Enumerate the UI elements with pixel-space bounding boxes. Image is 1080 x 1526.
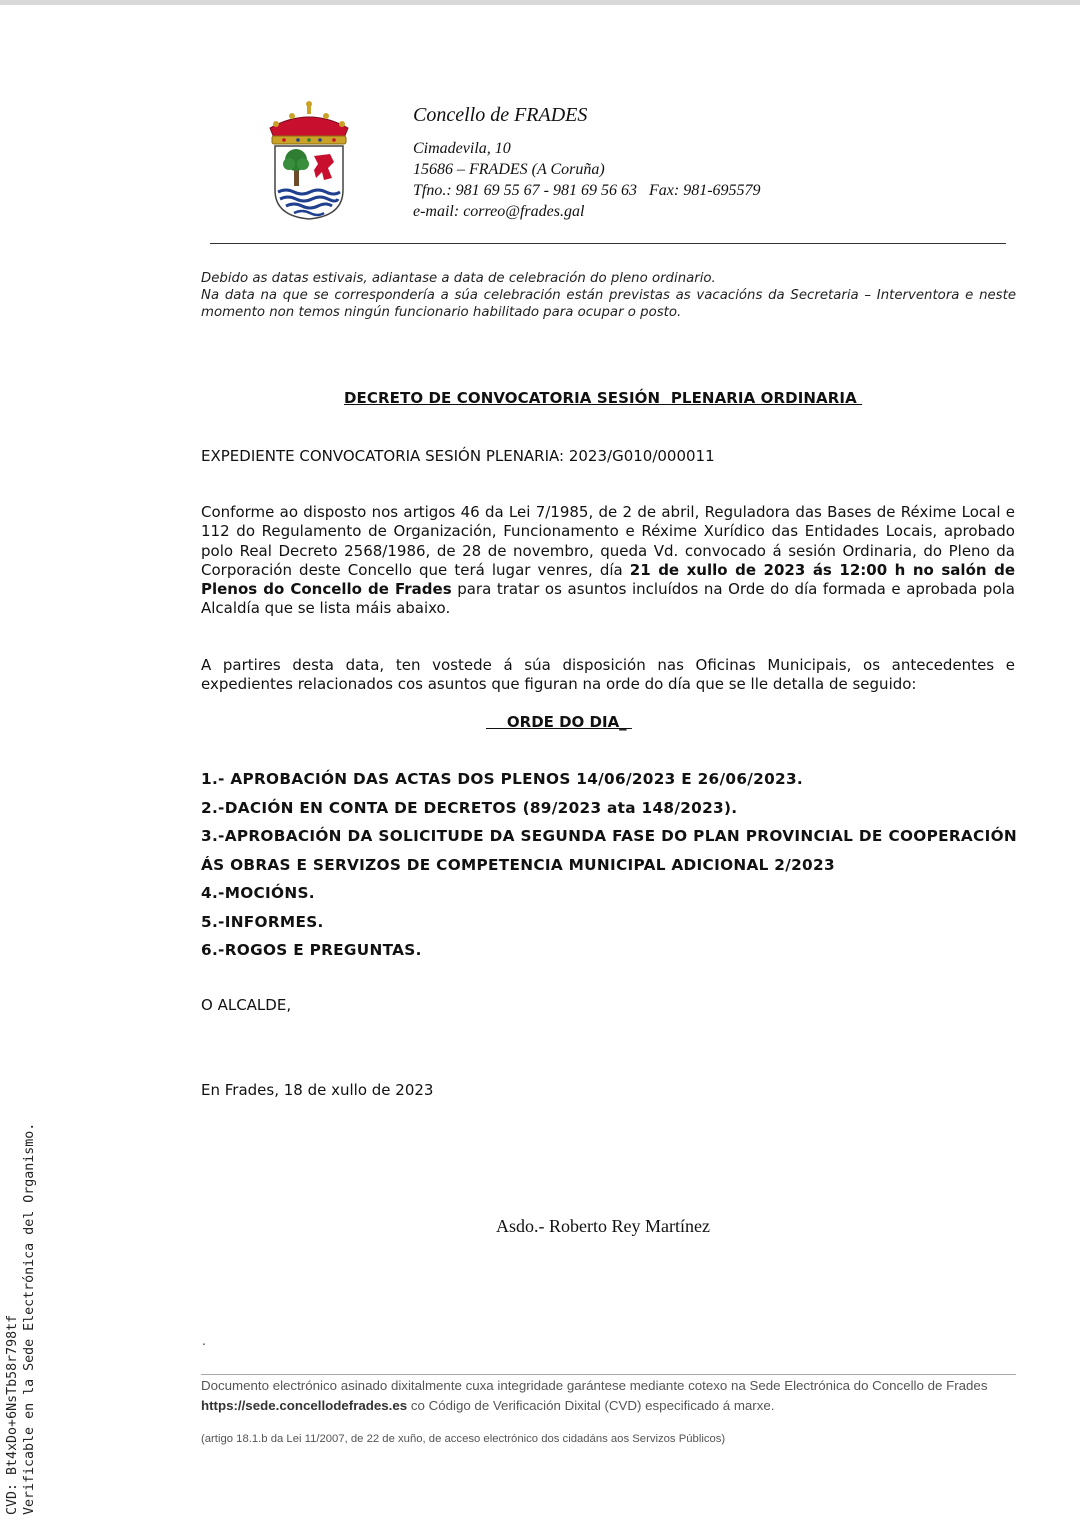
alcalde-label: O ALCALDE, [201,996,292,1014]
footer-legal-reference: (artigo 18.1.b da Lei 11/2007, de 22 de xuño, de acceso electrónico dos cidadáns aos Servizos Públicos) [201,1433,726,1445]
agenda-item-4: 4.-MOCIÓNS. [201,884,315,902]
agenda-item-5: 5.-INFORMES. [201,913,324,931]
phone-fax: Tfno.: 981 69 55 67 - 981 69 56 63 Fax: 981-695579 [413,182,761,199]
footer-text-1: Documento electrónico asinado dixitalmente cuxa integridade garántese mediante cotexo na Sede Electrónica do Concello de Frades [201,1378,988,1393]
footer-verification-text [201,1376,1001,1415]
place-date: En Frades, 18 de xullo de 2023 [201,1081,434,1099]
availability-paragraph: A partires desta data, ten vostede á súa disposición nas Oficinas Municipais, os antecedentes e expedientes relacionados cos asuntos que figuran na orde do día que se lle detalla de seguido: [201,656,1015,694]
footer-url: https://sede.concellodefrades.es [201,1397,408,1413]
agenda-item-3: 3.-APROBACIÓN DA SOLICITUDE DA SEGUNDA FASE DO PLAN PROVINCIAL DE COOPERACIÓN ÁS OBRAS E SERVIZOS DE COMPETENCIA MUNICIPAL ADICIONAL 2/2023 [201,827,1017,874]
cvd-code: CVD: Bt4xDo+6NsTb58r798tf [5,1314,20,1515]
expediente-number: EXPEDIENTE CONVOCATORIA SESIÓN PLENARIA: 2023/G010/000011 [201,447,715,465]
convocation-paragraph [201,503,1015,619]
agenda-title: ORDE DO DIA_ [486,713,632,731]
convocation-date-place: 21 de xullo de 2023 ás 12:00 h no salón de Plenos do Concello de Frades [201,560,1015,599]
agenda-item-1: 1.- APROBACIÓN DAS ACTAS DOS PLENOS 14/06/2023 E 26/06/2023. [201,770,804,788]
agenda-item-2: 2.-DACIÓN EN CONTA DE DECRETOS (89/2023 ata 148/2023). [201,799,738,817]
cvd-margin-stamp [4,1085,44,1515]
footer-text-2: co Código de Verificación Dixital (CVD) especificado á marxe. [407,1397,775,1413]
verification-note: Verificable en la Sede Electrónica del Organismo. [22,1122,37,1515]
signature-line: Asdo.- Roberto Rey Martínez [496,1216,710,1236]
email-address: e-mail: correo@frades.gal [413,203,585,220]
coat-of-arms-icon [262,98,356,222]
address-street: Cimadevila, 10 [413,140,511,157]
notice-line-2: Na data na que se correspondería a súa celebración están previstas as vacacións da Secretaria – Interventora e neste momento non temos ningún funcionario habilitado para ocupar o posto. [201,288,1016,320]
org-name: Concello de FRADES [413,104,588,126]
header-divider [210,243,1006,244]
agenda-item-6: 6.-ROGOS E PREGUNTAS. [201,941,422,959]
notice-line-1: Debido as datas estivais, adiantase a data de celebración do pleno ordinario. [201,271,716,286]
convocation-text-2: para tratar os asuntos incluídos na Orde do día formada e aprobada pola Alcaldía que se lista máis abaixo. [201,580,1015,618]
dot-mark: . [202,1334,206,1348]
footer-divider [201,1374,1016,1375]
decree-title: DECRETO DE CONVOCATORIA SESIÓN PLENARIA ORDINARIA [344,389,863,407]
address-city: 15686 – FRADES (A Coruña) [413,161,605,178]
convocation-text-1: Conforme ao disposto nos artigos 46 da Lei 7/1985, de 2 de abril, Reguladora das Bases de Réxime Local e 112 do Regulamento de Organización, Funcionamento e Réxime Xurídico das Entidades Locais, aprobado polo Real Decreto 2568/1986, de 28 de novembro, queda Vd. convocado á sesión Ordinaria, do Pleno da Corporación deste Concello que terá lugar venres, día [201,503,1015,579]
viewer-top-bar [0,0,1080,5]
